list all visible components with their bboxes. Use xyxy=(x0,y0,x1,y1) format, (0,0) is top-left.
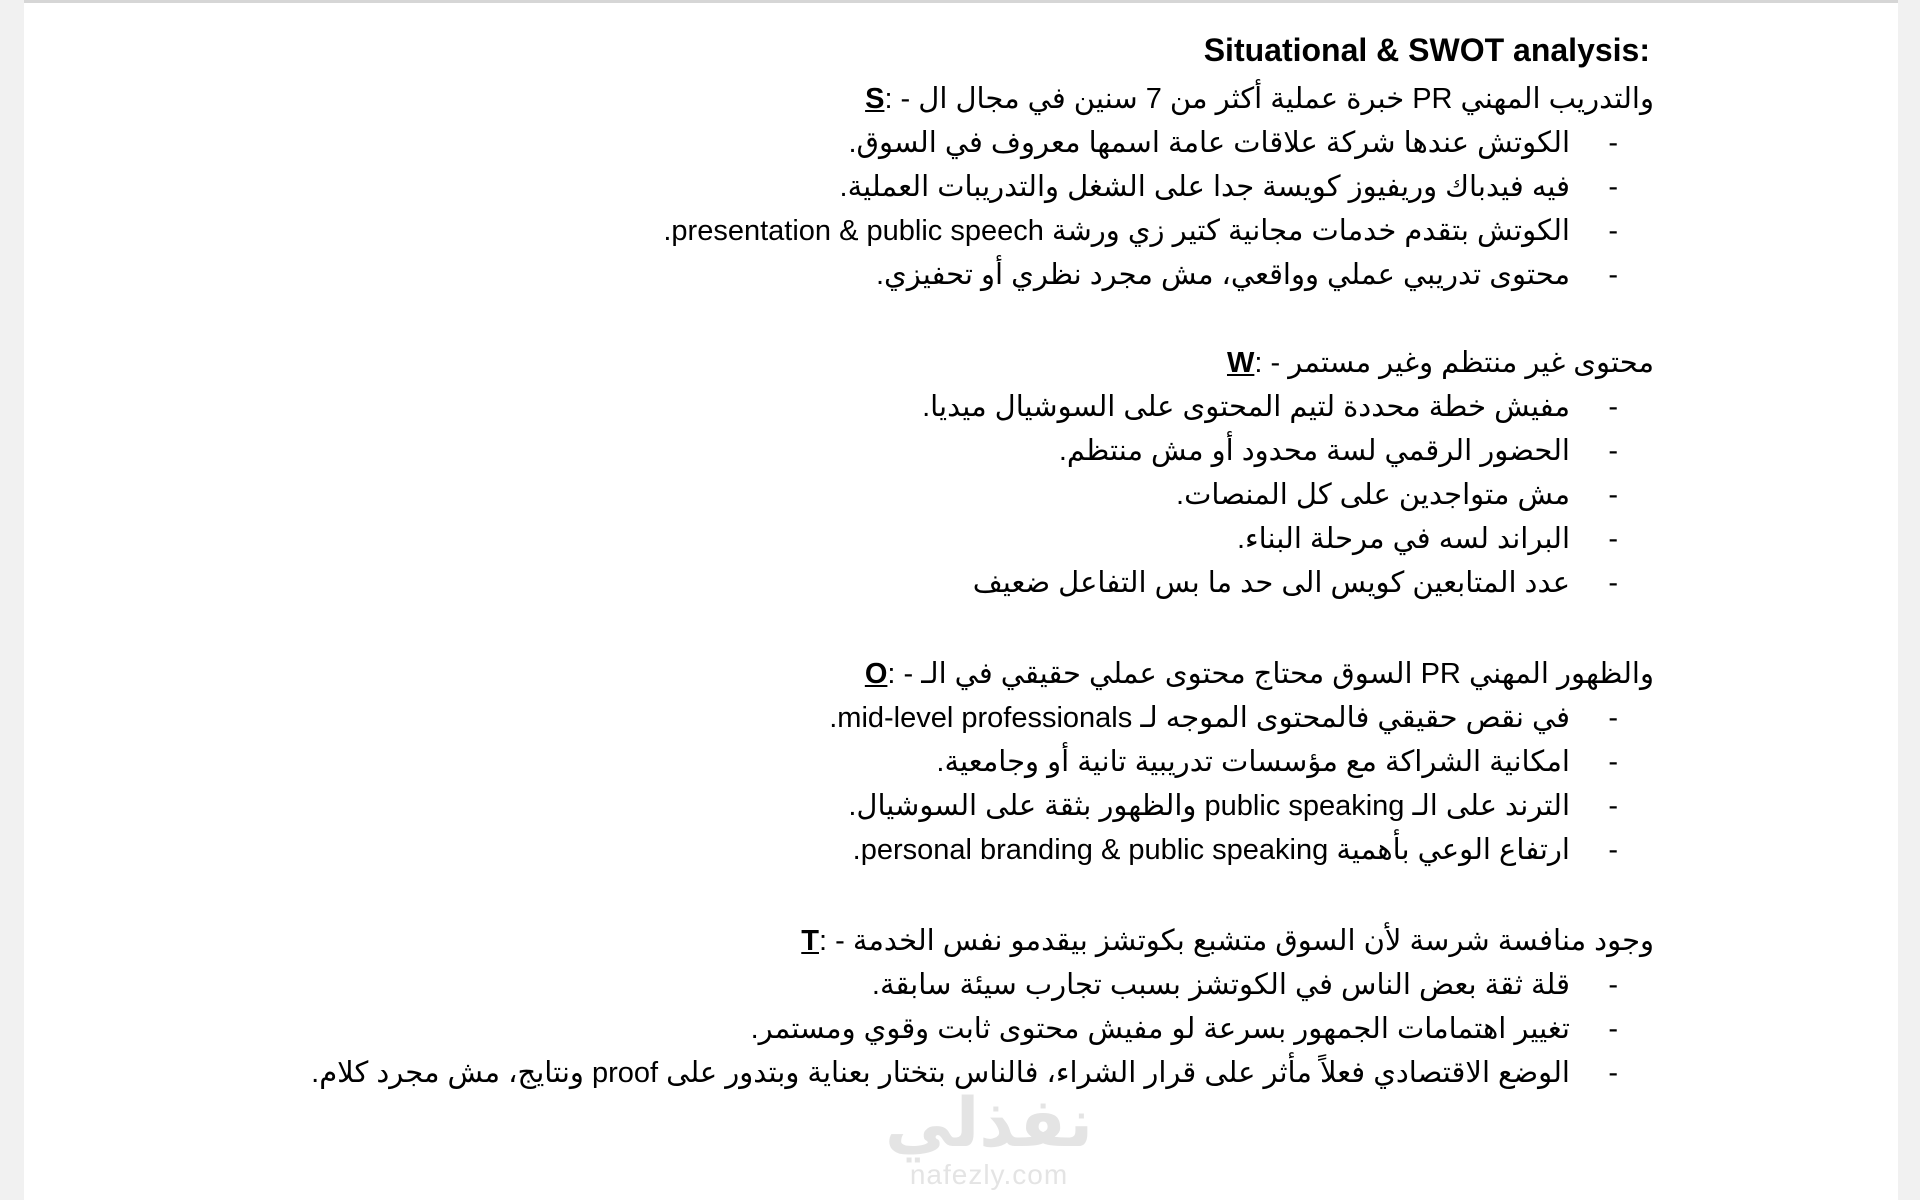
list-item: مش متواجدين على كل المنصات. xyxy=(1176,479,1570,511)
bullet-dash: - xyxy=(1608,171,1618,203)
viewer-left-gutter xyxy=(0,0,24,1200)
list-item: مفيش خطة محددة لتيم المحتوى على السوشيال ميديا. xyxy=(922,391,1570,423)
bullet-dash: - xyxy=(1608,702,1618,734)
bullet-dash: - xyxy=(1608,259,1618,291)
section-heading-opportunities xyxy=(865,653,1654,695)
bullet-dash: - xyxy=(1608,1057,1618,1089)
list-item: في نقص حقيقي فالمحتوى الموجه لـ mid-level professionals. xyxy=(829,702,1570,734)
section-heading-threats xyxy=(801,920,1654,962)
bullet-dash: - xyxy=(1608,790,1618,822)
section-letter: O xyxy=(864,658,888,690)
bullet-dash: - xyxy=(1608,391,1618,423)
bullet-dash: - xyxy=(1608,969,1618,1001)
bullet-dash: - xyxy=(1608,746,1618,778)
bullet-dash: - xyxy=(1608,567,1618,599)
section-letter: W xyxy=(1226,347,1255,379)
list-item: الترند على الـ public speaking والظهور بثقة على السوشيال. xyxy=(848,790,1570,822)
section-heading-weaknesses xyxy=(1227,342,1654,384)
list-item: الوضع الاقتصادي فعلاً مأثر على قرار الشراء، فالناس بتختار بعناية وبتدور على proof ونتايج، مش مجرد كلام. xyxy=(311,1057,1570,1089)
list-item: فيه فيدباك وريفيوز كويسة جدا على الشغل والتدريبات العملية. xyxy=(839,171,1570,203)
document-title: Situational & SWOT analysis: xyxy=(1203,32,1650,68)
section-heading-text: وجود منافسة شرسة لأن السوق متشبع بكوتشز بيقدمو نفس الخدمة - : xyxy=(818,925,1654,957)
list-item: الكوتش بتقدم خدمات مجانية كتير زي ورشة presentation & public speech. xyxy=(663,215,1570,247)
section-heading-text: والظهور المهني PR السوق محتاج محتوى عملي حقيقي في الـ - : xyxy=(887,658,1654,690)
watermark-latin: nafezly.com xyxy=(909,1159,1069,1190)
watermark-arabic: نفذلي xyxy=(884,1085,1094,1161)
list-item: البراند لسه في مرحلة البناء. xyxy=(1236,523,1570,555)
bullet-dash: - xyxy=(1608,215,1618,247)
nafezly-watermark xyxy=(879,1085,1099,1192)
section-letter: S xyxy=(865,83,885,115)
document-page xyxy=(24,3,1898,1200)
list-item: ارتفاع الوعي بأهمية personal branding & public speaking. xyxy=(852,834,1570,866)
viewer-right-gutter xyxy=(1898,0,1920,1200)
bullet-dash: - xyxy=(1608,523,1618,555)
list-item: محتوى تدريبي عملي وواقعي، مش مجرد نظري أو تحفيزي. xyxy=(876,259,1570,291)
bullet-dash: - xyxy=(1608,1013,1618,1045)
list-item: الكوتش عندها شركة علاقات عامة اسمها معروف في السوق. xyxy=(848,127,1570,159)
list-item: قلة ثقة بعض الناس في الكوتشز بسبب تجارب سيئة سابقة. xyxy=(871,969,1570,1001)
list-item: عدد المتابعين كويس الى حد ما بس التفاعل ضعيف xyxy=(972,567,1570,599)
section-heading-strengths xyxy=(865,78,1654,120)
section-letter: T xyxy=(801,925,819,957)
list-item: الحضور الرقمي لسة محدود أو مش منتظم. xyxy=(1058,435,1570,467)
section-heading-text: محتوى غير منتظم وغير مستمر - : xyxy=(1254,347,1654,379)
bullet-dash: - xyxy=(1608,127,1618,159)
list-item: امكانية الشراكة مع مؤسسات تدريبية تانية أو وجامعية. xyxy=(936,746,1570,778)
bullet-dash: - xyxy=(1608,834,1618,866)
bullet-dash: - xyxy=(1608,479,1618,511)
section-heading-text: والتدريب المهني PR خبرة عملية أكثر من 7 سنين في مجال ال - : xyxy=(884,83,1654,115)
list-item: تغيير اهتمامات الجمهور بسرعة لو مفيش محتوى ثابت وقوي ومستمر. xyxy=(750,1013,1570,1045)
bullet-dash: - xyxy=(1608,435,1618,467)
